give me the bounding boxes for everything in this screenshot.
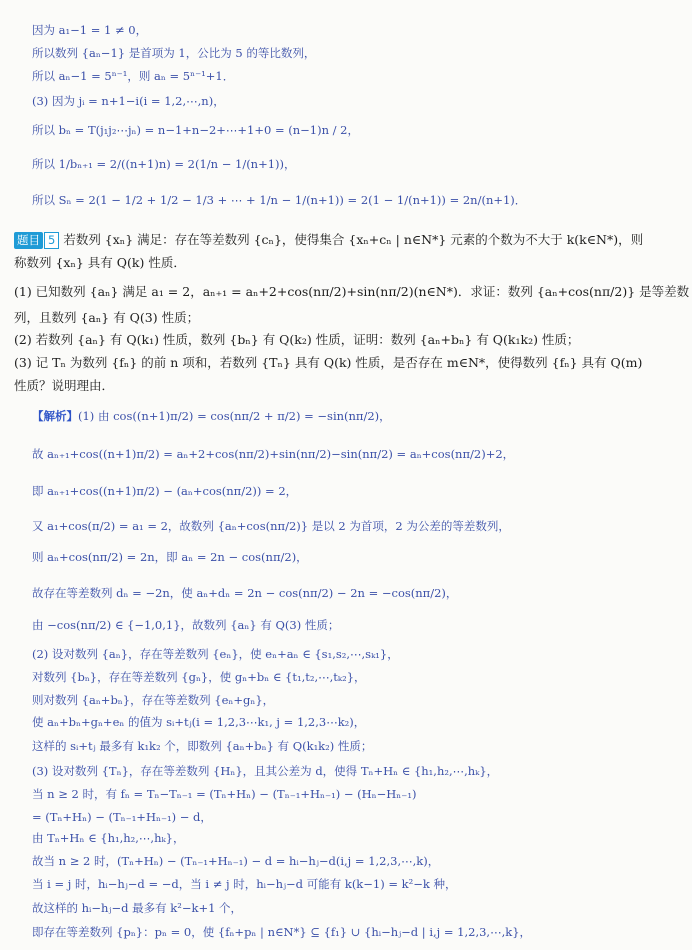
solution-line: (3) 因为 jᵢ = n+1−i(i = 1,2,⋯,n)， bbox=[32, 94, 225, 108]
analysis-line: = (Tₙ+Hₙ) − (Tₙ₋₁+Hₙ₋₁) − d， bbox=[32, 810, 212, 824]
analysis-line: 对数列 {bₙ}，存在等差数列 {gₙ}，使 gₙ+bₙ ∈ {t₁,t₂,⋯,tₖ₂}， bbox=[32, 670, 366, 684]
analysis-line: 又 a₁+cos(π/2) = a₁ = 2，故数列 {aₙ+cos(nπ/2)} 是以 2 为首项，2 为公差的等差数列， bbox=[32, 519, 510, 533]
analysis-line: 故存在等差数列 dₙ = −2n，使 aₙ+dₙ = 2n − cos(nπ/2) − 2n = −cos(nπ/2)， bbox=[32, 586, 458, 600]
problem-line: 列，且数列 {aₙ} 有 Q(3) 性质； bbox=[14, 310, 200, 325]
analysis-line: 这样的 sᵢ+tⱼ 最多有 k₁k₂ 个，即数列 {aₙ+bₙ} 有 Q(k₁k₂) 性质； bbox=[32, 739, 373, 753]
analysis-line: 则对数列 {aₙ+bₙ}，存在等差数列 {eₙ+gₙ}， bbox=[32, 693, 275, 707]
solution-line: 所以 Sₙ = 2(1 − 1/2 + 1/2 − 1/3 + ⋯ + 1/n − 1/(n+1)) = 2(1 − 1/(n+1)) = 2n/(n+1)． bbox=[32, 193, 527, 207]
analysis-line: 即 aₙ₊₁+cos((n+1)π/2) − (aₙ+cos(nπ/2)) = 2， bbox=[32, 484, 298, 498]
problem-line: (2) 若数列 {aₙ} 有 Q(k₁) 性质，数列 {bₙ} 有 Q(k₂) 性质，证明：数列 {aₙ+bₙ} 有 Q(k₁k₂) 性质； bbox=[14, 332, 580, 347]
solution-line: 所以数列 {aₙ−1} 是首项为 1，公比为 5 的等比数列， bbox=[32, 46, 316, 60]
solution-line: 所以 aₙ−1 = 5ⁿ⁻¹，则 aₙ = 5ⁿ⁻¹+1． bbox=[32, 69, 235, 83]
problem-line: (1) 已知数列 {aₙ} 满足 a₁ = 2，aₙ₊₁ = aₙ+2+cos(nπ/2)+sin(nπ/2)(n∈N*)．求证：数列 {aₙ+cos(nπ/2)} 是等差数 bbox=[14, 284, 690, 299]
analysis-line: 当 i = j 时，hᵢ−hⱼ−d = −d，当 i ≠ j 时，hᵢ−hⱼ−d 可能有 k(k−1) = k²−k 种， bbox=[32, 877, 457, 891]
problem-line: 称数列 {xₙ} 具有 Q(k) 性质． bbox=[14, 255, 186, 270]
analysis-line: 故这样的 hᵢ−hⱼ−d 最多有 k²−k+1 个， bbox=[32, 901, 243, 915]
analysis-line: 故当 n ≥ 2 时，(Tₙ+Hₙ) − (Tₙ₋₁+Hₙ₋₁) − d = hᵢ−hⱼ−d(i,j = 1,2,3,⋯,k)， bbox=[32, 854, 440, 868]
solution-line: 因为 a₁−1 = 1 ≠ 0， bbox=[32, 23, 148, 37]
analysis-first-line bbox=[32, 408, 692, 424]
analysis-line: (2) 设对数列 {aₙ}，存在等差数列 {eₙ}，使 eₙ+aₙ ∈ {s₁,s₂,⋯,sₖ₁}， bbox=[32, 647, 399, 661]
problem-line: (3) 记 Tₙ 为数列 {fₙ} 的前 n 项和，若数列 {Tₙ} 具有 Q(k) 性质，是否存在 m∈N*，使得数列 {fₙ} 具有 Q(m) bbox=[14, 355, 643, 370]
problem-tag: 题目 bbox=[14, 232, 43, 249]
solution-line: 所以 1/bₙ₊₁ = 2/((n+1)n) = 2(1/n − 1/(n+1))， bbox=[32, 157, 296, 171]
analysis-line: 即存在等差数列 {pₙ}：pₙ = 0，使 {fₙ+pₙ | n∈N*} ⊆ {f₁} ∪ {hᵢ−hⱼ−d | i,j = 1,2,3,⋯,k}， bbox=[32, 925, 532, 939]
analysis-line: 由 −cos(nπ/2) ∈ {−1,0,1}，故数列 {aₙ} 有 Q(3) 性质； bbox=[32, 618, 340, 632]
analysis-line: 则 aₙ+cos(nπ/2) = 2n，即 aₙ = 2n − cos(nπ/2)， bbox=[32, 550, 308, 564]
problem-text: 若数列 {xₙ} 满足：存在等差数列 {cₙ}，使得集合 {xₙ+cₙ | n∈N*} 元素的个数为不大于 k(k∈N*)，则 bbox=[63, 232, 644, 247]
analysis-line: 使 aₙ+bₙ+gₙ+eₙ 的值为 sᵢ+tⱼ(i = 1,2,3⋯k₁, j = 1,2,3⋯k₂)， bbox=[32, 715, 366, 729]
problem-number: 5 bbox=[44, 232, 59, 249]
analysis-line: 由 Tₙ+Hₙ ∈ {h₁,h₂,⋯,hₖ}， bbox=[32, 831, 185, 845]
problem-line: 性质？说明理由． bbox=[14, 378, 115, 393]
solution-line: 所以 bₙ = T(j₁j₂⋯jₙ) = n−1+n−2+⋯+1+0 = (n−1)n / 2， bbox=[32, 123, 360, 137]
analysis-line: 故 aₙ₊₁+cos((n+1)π/2) = aₙ+2+cos(nπ/2)+sin(nπ/2)−sin(nπ/2) = aₙ+cos(nπ/2)+2， bbox=[32, 447, 515, 461]
analysis-line: (3) 设对数列 {Tₙ}，存在等差数列 {Hₙ}，且其公差为 d，使得 Tₙ+Hₙ ∈ {h₁,h₂,⋯,hₖ}， bbox=[32, 764, 499, 778]
analysis-heading: 【解析】 bbox=[32, 409, 78, 423]
problem-first-line bbox=[14, 231, 692, 249]
analysis-line: 当 n ≥ 2 时，有 fₙ = Tₙ−Tₙ₋₁ = (Tₙ+Hₙ) − (Tₙ₋₁+Hₙ₋₁) − (Hₙ−Hₙ₋₁) bbox=[32, 787, 417, 801]
analysis-text: (1) 由 cos((n+1)π/2) = cos(nπ/2 + π/2) = −sin(nπ/2)， bbox=[78, 409, 391, 423]
